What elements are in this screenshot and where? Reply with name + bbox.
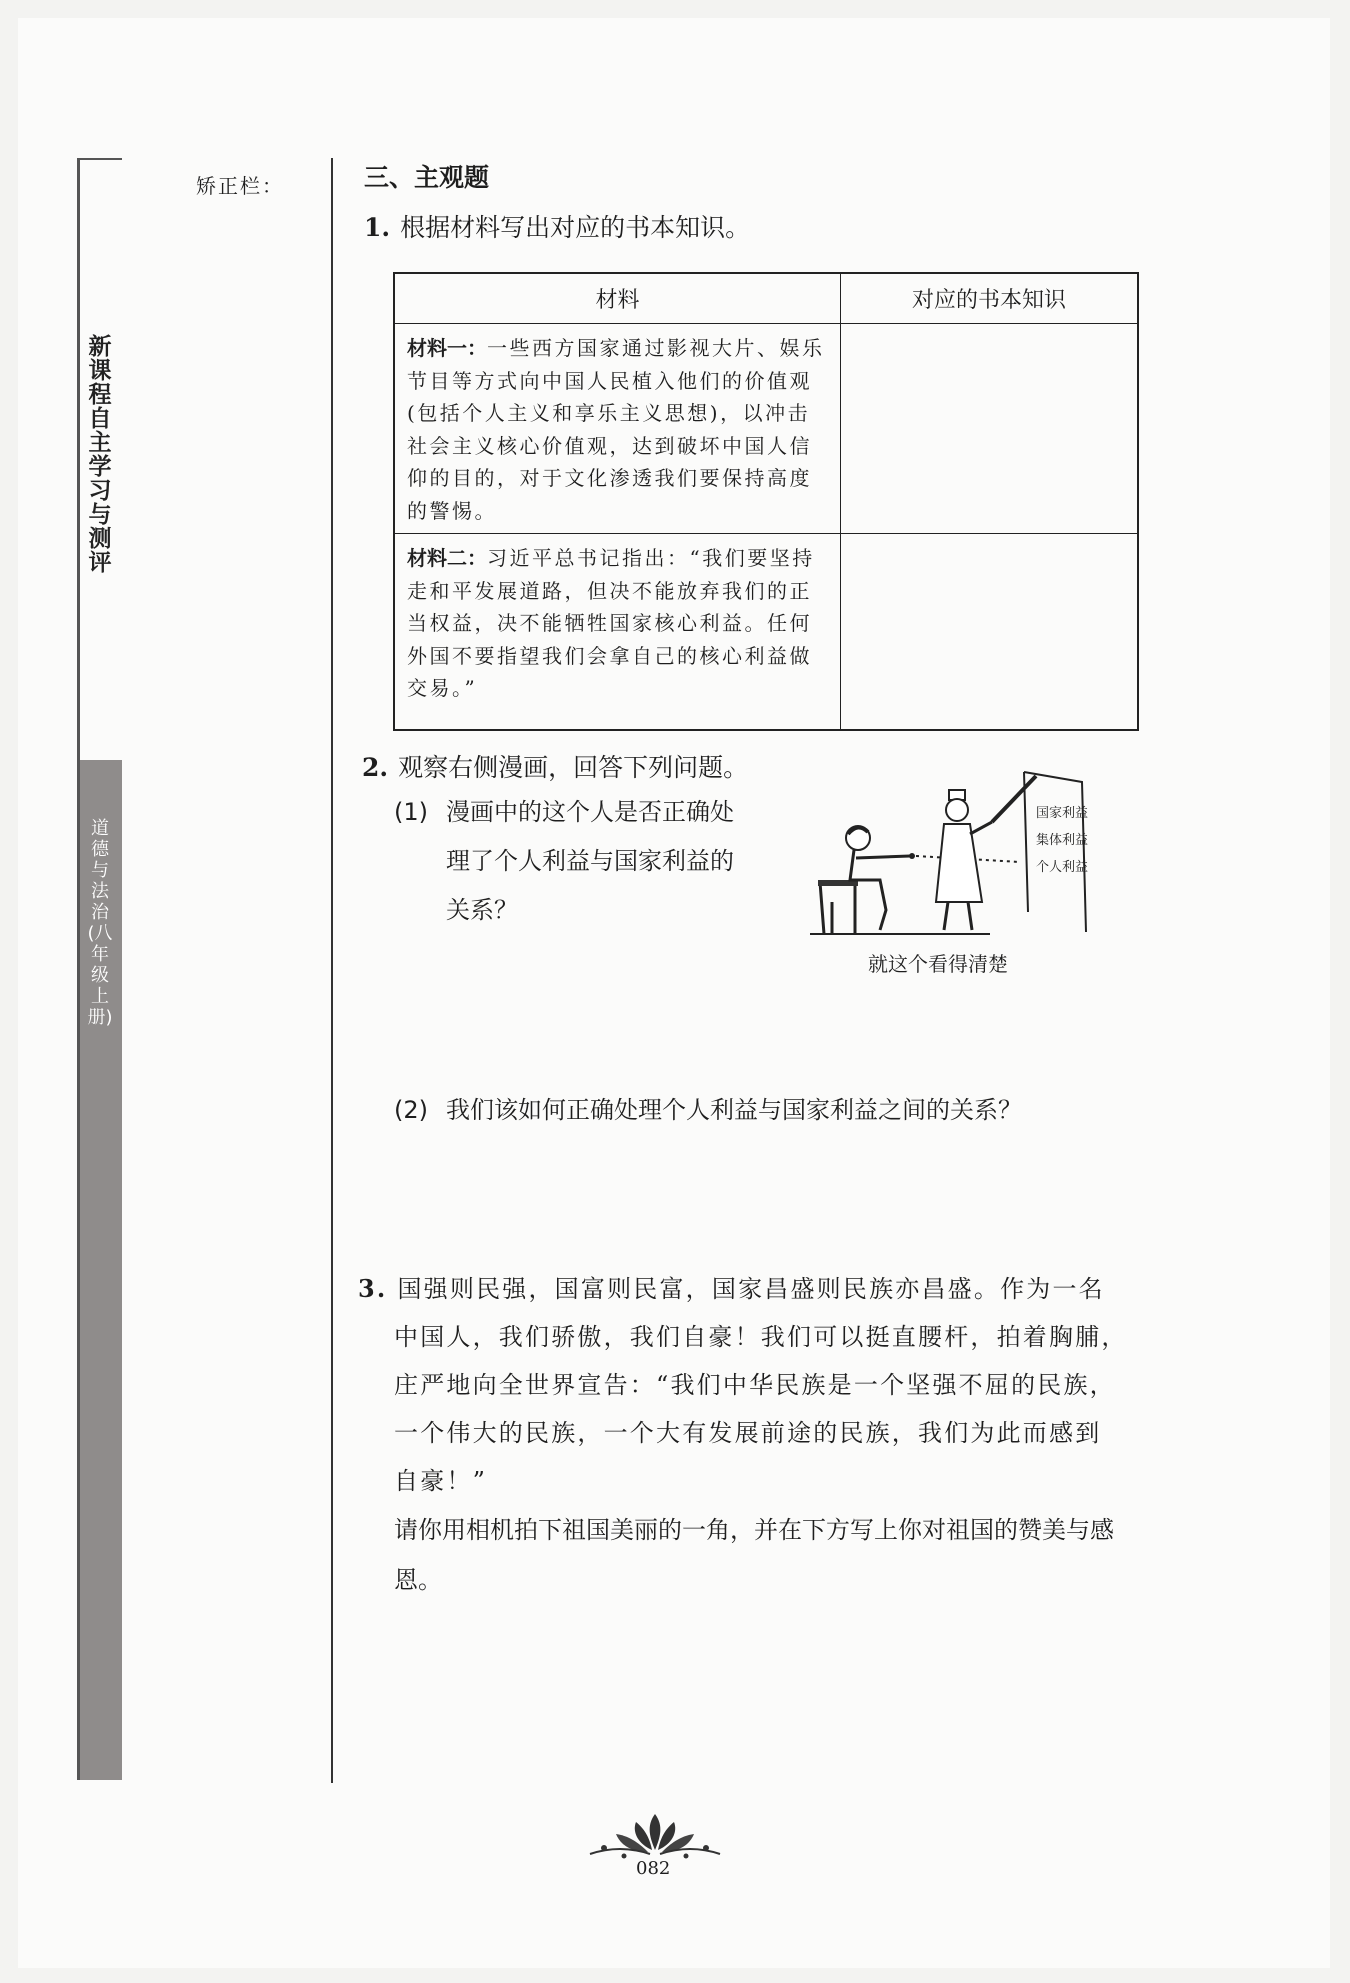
cartoon-label-individual: 个人利益 — [1036, 860, 1089, 875]
question-2-prompt: 观察右侧漫画，回答下列问题。 — [398, 753, 749, 782]
header-knowledge: 对应的书本知识 — [841, 273, 1139, 324]
question-3-instruction: 请你用相机拍下祖国美丽的一角，并在下方写上你对祖国的赞美与感恩。 — [394, 1516, 1114, 1594]
margin-divider — [331, 158, 333, 1783]
material-1-cell — [394, 324, 841, 534]
material-2-text: 习近平总书记指出：“我们要坚持走和平发展道路，但决不能放弃我们的正当权益，决不能牺牲国家核心利益。任何外国不要指望我们会拿自己的核心利益做交易。” — [407, 546, 815, 700]
sub-1-line: 漫画中的这个人是否正确处 — [446, 798, 734, 826]
question-2 — [362, 748, 748, 784]
question-3-line: 一个伟大的民族，一个大有发展前途的民族，我们为此而感到 — [394, 1419, 1102, 1447]
question-1-prompt: 根据材料写出对应的书本知识。 — [400, 213, 751, 242]
question-3-line: 自豪！” — [394, 1467, 488, 1495]
table-row — [394, 324, 1138, 534]
table-header-row — [394, 273, 1138, 324]
section-title: 三、主观题 — [364, 163, 490, 192]
question-1 — [364, 208, 750, 244]
sub-1-line: 理了个人利益与国家利益的 — [446, 847, 734, 875]
page-number: 082 — [636, 1858, 671, 1879]
answer-2-cell[interactable] — [841, 534, 1139, 730]
correction-column-label: 矫正栏： — [196, 174, 284, 198]
material-2-cell — [394, 534, 841, 730]
materials-table — [393, 272, 1139, 731]
question-2-sub-1-number: (1) — [394, 798, 428, 826]
question-3-line: 国强则民强，国富则民富，国家昌盛则民族亦昌盛。作为一名 — [397, 1275, 1105, 1303]
footer-ornament-icon — [580, 1808, 730, 1860]
question-2-sub-2: 我们该如何正确处理个人利益与国家利益之间的关系？ — [446, 1096, 1022, 1124]
cartoon-caption: 就这个看得清楚 — [868, 952, 1008, 976]
answer-1-cell[interactable] — [841, 324, 1139, 534]
question-2-number: 2. — [362, 753, 389, 782]
material-1-label: 材料一： — [407, 336, 487, 360]
material-2-label: 材料二： — [407, 546, 487, 570]
material-1-text: 一些西方国家通过影视大片、娱乐节目等方式向中国人民植入他们的价值观(包括个人主义和享乐主义思想)，以冲击社会主义核心价值观，达到破坏中国人信仰的目的，对于文化渗透我们要保持高度的警惕。 — [407, 336, 825, 523]
cartoon-label-collective: 集体利益 — [1036, 833, 1089, 848]
question-3-number: 3. — [358, 1274, 388, 1303]
question-1-number: 1. — [364, 213, 391, 242]
question-3-line: 中国人，我们骄傲，我们自豪！我们可以挺直腰杆，拍着胸脯， — [394, 1323, 1128, 1351]
question-3 — [358, 1265, 1138, 1505]
cartoon-label-national: 国家利益 — [1036, 806, 1089, 821]
header-material: 材料 — [394, 273, 841, 324]
book-title: 新课程自主学习与测评 — [88, 334, 112, 576]
question-2-sub-1 — [446, 788, 806, 935]
subject-label: 道德与法治(八年级上册) — [87, 818, 113, 1028]
question-3-line: 庄严地向全世界宣告：“我们中华民族是一个坚强不屈的民族， — [394, 1371, 1116, 1399]
cartoon-chart-labels — [1036, 800, 1088, 881]
table-row — [394, 534, 1138, 730]
sub-1-line: 关系？ — [446, 896, 518, 924]
question-2-sub-2-number: (2) — [394, 1096, 428, 1124]
